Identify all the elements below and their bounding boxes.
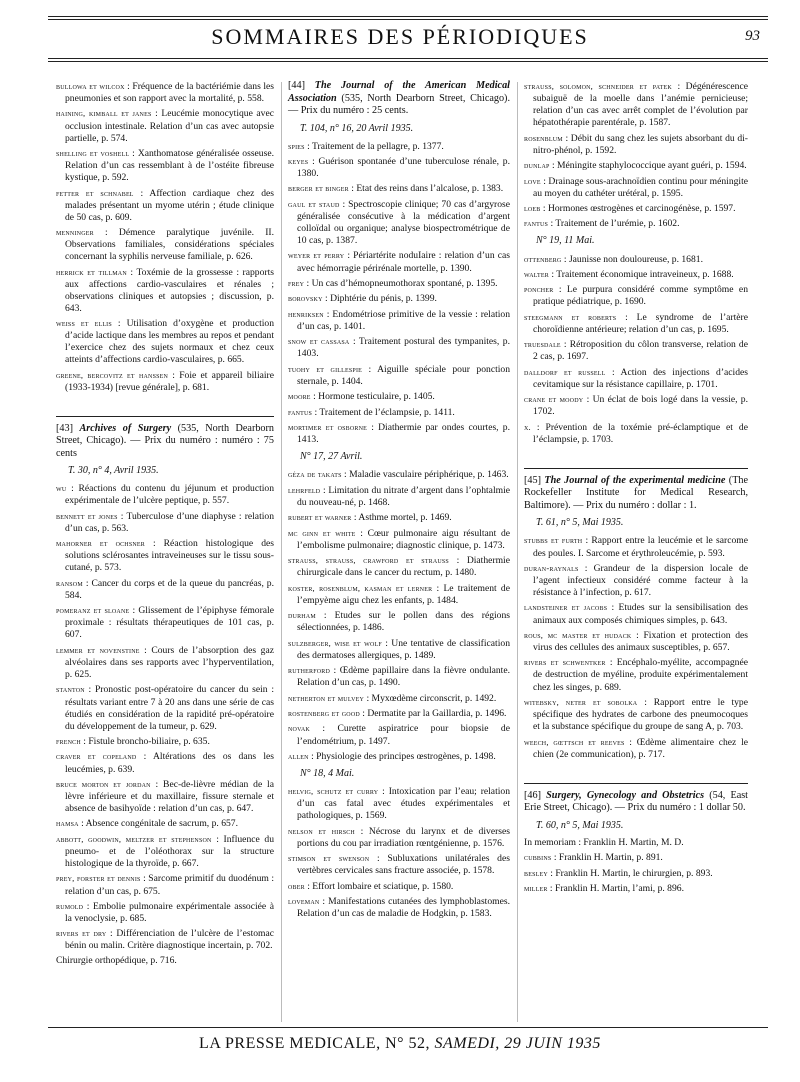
entry-title: Réactions du contenu du jéjunum et production expérimentale de l’ulcère peptique, p. 557. [65,483,274,507]
entry-authors: loeb [524,202,541,213]
entry-authors: wu [56,483,67,494]
header-rule-inner [48,61,768,62]
entry-authors: fetter et schnabel [56,187,134,198]
entry-title: Diathermie par ondes courtes, p. 1413. [297,422,510,446]
summary-entry: borovsky : Diphtérie du pénis, p. 1399. [288,293,437,305]
entry-title: Débit du sang chez les sujets absorbant du di-nitro-phénol, p. 1592. [533,132,749,156]
summary-entry: loveman : Manifestations cutanées des lymphoblastomes. Relation d’un cas de maladie de Hodgkin, p. 1583. [288,895,510,920]
entry-title: Œdème papillaire dans la fièvre ondulante. Relation d’un cas, p. 1490. [297,665,510,689]
issue-heading: T. 60, n° 5, Mai 1935. [536,819,624,831]
entry-title: Subluxations unilatérales des vertèbres cervicales sans fracture associée, p. 1578. [297,853,510,877]
entry-authors: fantus [288,406,313,417]
summary-entry: greene, bercovitz et hanssen : Foie et appareil biliaire (1933-1934) [revue générale], p. 681. [56,369,274,393]
entry-title: Glissement de l’épiphyse fémorale proximale : résultats thérapeutiques de 101 cas, p. 607. [65,605,274,641]
entry-title: Rapport entre le type spécifique des hydrates de carbone des pneumocoques et la substance spécifique du groupe de sang A, p. 703. [533,696,748,733]
entry-title: Maladie vasculaire périphérique, p. 1463. [349,469,509,481]
entry-authors: stubbs et furth [524,535,583,546]
summary-entry: allen : Physiologie des principes œstrogènes, p. 1498. [288,750,496,762]
entry-authors: mahorner et ochsner [56,538,145,549]
entry-authors: mc ginn et white [288,527,356,538]
entry-title: Physiologie des principes œstrogènes, p. 1498. [316,750,496,762]
entry-authors: rostenberg et good [288,708,360,719]
entry-title: Influence du pneumo- et de l’oléothorax sur la structure histologique de la thyroïde, p. 667. [65,833,274,870]
summary-entry: ottenberg : Jaunisse non douloureuse, p. 1681. [524,253,703,265]
entry-authors: bennett et jones [56,510,118,521]
entry-title: Cœur pulmonaire aigu résultant de l’embolisme pulmonaire; diagnostic clinique, p. 1473. [297,527,510,551]
entry-title: Traitement de la pellagre, p. 1377. [311,140,444,152]
entry-title: Diphtérie du pénis, p. 1399. [330,293,437,305]
entry-authors: koster, rosenblum, kasman et lerner [288,582,433,593]
journal-number: [44] [288,80,305,91]
entry-title: Cancer du corps et de la queue du pancréas, p. 584. [65,577,274,601]
summary-entry: sulzberger, wise et wolf : Une tentative de classification des dermatoses allergiques, p. 1489. [288,637,510,661]
entry-authors: rivers et schwentker [524,657,606,668]
entry-authors: strauss, strauss, crawford et strauss [288,555,449,566]
footer-journal: LA PRESSE MEDICALE, N° 52, [199,1035,431,1052]
summary-entry: stubbs et furth : Rapport entre la leucémie et le sarcome des poules. I. Sarcome et érythroleucémie, p. 593. [524,535,748,559]
entry-title: Sarcome primitif du duodénum : relation d’un cas, p. 675. [65,873,275,897]
entry-authors: allen [288,750,309,761]
summary-entry: haining, kimball et janes : Leucémie monocytique avec occlusion intestinale. Relation d’un cas avec autopsie partielle, p. 574. [56,108,274,144]
entry-title: Limitation du nitrate d’argent dans l’ophtalmie du nouveau-né, p. 1468. [297,484,510,508]
header-rule [48,58,768,59]
entry-title: Franklin H. Martin, le chirurgien, p. 893. [555,867,713,879]
entry-title: Le syndrome de l’artère choroïdienne antérieure; relation d’un cas, p. 1695. [533,311,748,335]
entry-authors: weech, gœttsch et reeves [524,736,625,747]
entry-authors: menninger [56,227,94,238]
entry-title: Toxémie de la grossesse : rapports aux affections cardio-vasculaires et rénales ; observations cliniques et autopsies ; discussion, p. 643. [65,266,274,314]
journal-info: (535, North Dearborn Street, Chicago). — Prix du numéro : 25 cents. [288,92,511,116]
entry-title: Spectroscopie clinique; 70 cas d’argyrose généralisée consécutive à la médication d’argent colloïdal ou organique; analyse biospectrométrique de 10 cas, p. 1387. [297,198,510,247]
entry-authors: lehrfeld [288,484,321,495]
entry-authors: hamsa [56,818,79,829]
summary-entry [56,955,274,967]
journal-title: The Journal of the experimental medicine [544,474,726,486]
summary-entry: strauss, solomon, schneider et patek : Dégénérescence subaiguë de la moelle dans l’anémie pernicieuse; relation d’un cas avec arrêt complet de l’évolution par hépatothérapie parentérale, p. 1587. [524,81,748,129]
summary-entry: rumold : Embolie pulmonaire expérimentale associée à la venoclysie, p. 685. [56,900,274,924]
entry-authors: herrick et tillman [56,266,127,277]
summary-entry: lemmer et novenstine : Cours de l’absorption des gaz alvéolaires dans ses rapports avec l’hyperventilation, p. 625. [56,644,274,681]
summary-entry: truesdale : Rétroposition du côlon transverse, relation de 2 cas, p. 1697. [524,339,748,363]
entry-title: Différenciation de l’ulcère de l’estomac bénin ou malin. Critère diagnostique incertain, p. 702. [65,928,275,952]
summary-entry: abbott, goodwin, meltzer et stephenson : Influence du pneumo- et de l’oléothorax sur la structure histologique de la thyroïde, p. 667. [56,833,274,870]
entry-authors: greene, bercovitz et hanssen [56,369,169,380]
entry-title: Une tentative de classification des dermatoses allergiques, p. 1489. [297,637,510,661]
entry-title: Cours de l’absorption des gaz alvéolaires dans ses rapports avec l’hyperventilation, p. 625. [65,644,274,681]
summary-entry: novak : Curette aspiratrice pour biopsie de l’endométrium, p. 1497. [288,723,510,747]
journal-number: [43] [56,422,73,434]
summary-entry: herrick et tillman : Toxémie de la grossesse : rapports aux affections cardio-vasculaires et rénales ; observations cliniques et autopsies ; discussion, p. 643. [56,266,274,314]
entry-title: Rapport entre la leucémie et le sarcome des poules. I. Sarcome et érythroleucémie, p. 593. [533,535,748,559]
entry-title: Hormones œstrogènes et carcinogénèse, p. 1597. [547,202,736,214]
column-middle [288,80,510,922]
summary-entry: weiss et ellis : Utilisation d’oxygène et production d’acide lactique dans les membres au repos et pendant l’exercice chez des sujets normaux et chez ceux atteints d’affections cardio-vasculaires, p. 665. [56,318,275,366]
top-rule-inner [48,19,768,20]
entry-authors: haining, kimball et janes [56,108,152,119]
entry-title: Rétroposition du côlon transverse, relation de 2 cas, p. 1697. [533,339,748,363]
summary-entry: berger et binger : Etat des reins dans l’alcalose, p. 1383. [288,183,504,195]
summary-entry: cubbins : Franklin H. Martin, p. 891. [524,852,663,864]
entry-title: Jaunisse non douloureuse, p. 1681. [568,253,703,265]
entry-authors: nelson et hirsch [288,825,355,836]
entry-title: Aiguille spéciale pour ponction sternale, p. 1404. [297,363,511,387]
journal-number: [45] [524,474,541,486]
entry-title: Méningite staphylococcique ayant guéri, p. 1594. [557,160,747,172]
summary-entry: rostenberg et good : Dermatite par la Gaillardia, p. 1496. [288,708,507,720]
issue-heading: T. 104, n° 16, 20 Avril 1935. [300,122,414,134]
entry-authors: snow et cassasa [288,336,350,347]
entry-authors: fantus [524,218,549,229]
entry-authors: durham [288,610,316,621]
entry-title: Effort lombaire et sciatique, p. 1580. [312,880,454,892]
entry-authors: spies [288,140,305,151]
entry-authors: walter [524,268,549,279]
entry-title: Xanthomatose généralisée osseuse. Relation d’un cas ressemblant à de l’ostéite fibreuse kystique, p. 592. [65,148,274,184]
journal-heading [56,416,274,461]
entry-title: Grandeur de la dispersion locale de l’agent infectieux considéré comme facteur à la résistance à l’infection, p. 617. [533,562,749,599]
entry-title: Etudes sur le pollen dans des régions sélectionnées, p. 1486. [297,610,511,634]
entry-title: Traitement postural des tympanites, p. 1403. [297,336,510,360]
top-rule [48,16,768,17]
footer-date: SAMEDI, 29 JUIN 1935 [434,1035,601,1052]
summary-entry: poncher : Le purpura considéré comme symptôme en pratique pédiatrique, p. 1690. [524,284,748,308]
entry-title: Curette aspiratrice pour biopsie de l’endométrium, p. 1497. [297,723,510,747]
issue-heading: T. 61, n° 5, Mai 1935. [536,517,624,529]
entry-authors: netherton et mulvey [288,692,365,703]
summary-entry: keyes : Guérison spontanée d’une tuberculose rénale, p. 1380. [288,155,510,180]
issue-heading: T. 30, n° 4, Avril 1935. [68,465,159,477]
entry-title: Franklin H. Martin, l’ami, p. 896. [555,882,684,894]
entry-authors: miller [524,882,548,893]
summary-entry: besley : Franklin H. Martin, le chirurgien, p. 893. [524,867,713,879]
summary-entry: mc ginn et white : Cœur pulmonaire aigu résultant de l’embolisme pulmonaire; diagnostic clinique, p. 1473. [288,527,510,551]
journal-info: (535, North Dearborn Street, Chicago). — Prix du numéro : numéro : 75 cents [56,422,275,459]
journal-number: [46] [524,789,541,801]
journal-heading [524,468,748,513]
summary-entry: lehrfeld : Limitation du nitrate d’argent dans l’ophtalmie du nouveau-né, p. 1468. [288,484,510,508]
summary-entry: walter : Traitement économique intraveineux, p. 1688. [524,268,734,280]
summary-entry: stanton : Pronostic post-opératoire du cancer du sein : résultats variant entre 7 à 20 ans dans une série de cas étudiés en considération de la rapidité pré-opératoire du développement de la tumeur, p. 629. [56,684,274,732]
summary-entry: gaul et staud : Spectroscopie clinique; 70 cas d’argyrose généralisée consécutive à la médication d’argent colloïdal ou organique; analyse biospectrométrique de 10 cas, p. 1387. [288,198,510,247]
entry-title: Endométriose primitive de la vessie : relation d’un cas, p. 1401. [297,308,510,332]
summary-entry: nelson et hirsch : Nécrose du larynx et de diverses portions du cou par irradiation rœntgénienne, p. 1576. [288,825,510,849]
issue-heading: N° 17, 27 Avril. [300,451,363,463]
entry-authors: gaul et staud [288,198,340,209]
summary-entry: strauss, strauss, crawford et strauss : Diathermie chirurgicale dans le cancer du rectum, p. 1480. [288,555,510,579]
entry-title: Réaction histologique des solutions sclérosantes intraveineuses sur le tissu sous-cutané, p. 573. [65,538,274,574]
entry-title: Œdème alimentaire chez le chien (2e communication), p. 717. [533,736,748,760]
entry-title: Manifestations cutanées des lymphoblastomes. Relation d’un cas de maladie de Hodgkin, p. 1583. [297,895,510,920]
entry-authors: stanton [56,684,85,695]
entry-title: Franklin H. Martin, p. 891. [558,852,663,864]
summary-entry: fantus : Traitement de l’urémie, p. 1602. [524,218,680,230]
entry-title: Traitement de l’urémie, p. 1602. [555,218,680,230]
summary-entry: weyer et perry : Périartérite noduIaire : relation d’un cas avec hémorragie périrénale mortelle, p. 1390. [288,250,511,274]
entry-authors: loveman [288,895,320,906]
summary-entry: koster, rosenblum, kasman et lerner : Le traitement de l’empyème aigu chez les enfants, p. 1484. [288,582,510,606]
summary-entry: rivers et schwentker : Encéphalo-myélite, accompagnée de destruction de myéline, produite expérimentalement chez les singes, p. 689. [524,657,748,693]
journal-heading [288,80,510,118]
entry-title: Diathermie chirurgicale dans le cancer du rectum, p. 1480. [297,555,510,579]
entry-title: Encéphalo-myélite, accompagnée de destruction de myéline, produite expérimentalement chez les singes, p. 689. [533,657,748,693]
entry-title: Altérations des os dans les leucémies, p. 639. [65,751,275,775]
entry-title: Le traitement de l’empyème aigu chez les enfants, p. 1484. [297,582,510,606]
summary-entry: rutherford : Œdème papillaire dans la fièvre ondulante. Relation d’un cas, p. 1490. [288,665,510,689]
entry-title: Action des injections d’acides cevitamique sur la résistance capillaire, p. 1701. [533,366,749,390]
entry-title: Etat des reins dans l’alcalose, p. 1383. [356,183,504,195]
entry-authors: weiss et ellis [56,318,112,329]
entry-title: Foie et appareil biliaire (1933-1934) [revue générale], p. 681. [65,369,274,393]
entry-authors: landsteiner et jacobs [524,602,608,613]
entry-authors: géza de takats [288,469,342,480]
page-number: 93 [745,28,760,44]
entry-authors: besley [524,867,548,878]
entry-title: Traitement de l’éclampsie, p. 1411. [319,406,455,418]
summary-entry: mortimer et osborne : Diathermie par ondes courtes, p. 1413. [288,422,510,446]
entry-title: Nécrose du larynx et de diverses portions du cou par irradiation rœntgénienne, p. 1576. [297,825,510,849]
entry-authors: ottenberg [524,253,562,264]
journal-title: The Journal of the American Medical Association [288,80,511,104]
summary-entry: wu : Réactions du contenu du jéjunum et production expérimentale de l’ulcère peptique, p. 557. [56,483,274,507]
summary-entry: helvig, schutz et curry : Intoxication par l’eau; relation d’un cas fatal avec études expérimentales et pathologiques, p. 1569. [288,786,510,822]
footer [0,1035,800,1053]
journal-heading [524,783,748,815]
entry-authors: duran-raynals [524,562,579,573]
summary-entry: hamsa : Absence congénitale de sacrum, p. 657. [56,818,238,830]
summary-entry: spies : Traitement de la pellagre, p. 1377. [288,140,444,152]
entry-authors: poncher [524,284,554,295]
summary-entry: géza de takats : Maladie vasculaire périphérique, p. 1463. [288,469,509,481]
entry-authors: abbott, goodwin, meltzer et stephenson [56,833,212,844]
column-divider [281,82,282,1022]
summary-entry: craver et copeland : Altérations des os dans les leucémies, p. 639. [56,751,275,775]
entry-authors: bullowa et wilcox [56,81,125,91]
entry-authors: novak [288,723,310,734]
column-left [56,80,274,969]
entry-authors: witebsky, neter et sobolka [524,696,638,707]
entry-title: Absence congénitale de sacrum, p. 657. [85,818,238,830]
entry-authors: helvig, schutz et curry [288,786,379,797]
summary-entry: french : Fistule broncho-biliaire, p. 635. [56,736,210,748]
summary-entry: steegmann et roberts : Le syndrome de l’artère choroïdienne antérieure; relation d’un cas, p. 1695. [524,311,748,335]
summary-entry: bennett et jones : Tuberculose d’une diaphyse : relation d’un cas, p. 563. [56,510,274,534]
entry-authors: bruce morton et jordan [56,778,151,789]
journal-info: (The Rockefeller Institute for Medical Research, Baltimore). — Prix du numéro : dollar : 1. [524,474,749,511]
summary-entry: menninger : Démence paralytique juvénile. II. Observations familiales, considérations spéciales concernant la syphilis nerveuse familiale, p. 626. [56,227,274,263]
entry-title: Chirurgie orthopédique, p. 716. [56,954,177,966]
entry-authors: stimson et swenson [288,853,370,864]
summary-entry: durham : Etudes sur le pollen dans des régions sélectionnées, p. 1486. [288,610,511,634]
entry-title: Traitement économique intraveineux, p. 1688. [556,268,734,280]
summary-entry: pomeranz et sloane : Glissement de l’épiphyse fémorale proximale : résultats thérapeutiques de 101 cas, p. 607. [56,605,274,641]
entry-title: Asthme mortel, p. 1469. [358,512,452,524]
summary-entry: weech, gœttsch et reeves : Œdème alimentaire chez le chien (2e communication), p. 717. [524,736,748,760]
entry-authors: steegmann et roberts [524,311,617,322]
entry-authors: dunlap [524,160,550,171]
entry-title: Drainage sous-arachnoïdien continu pour méningite au moyen du cathéter urétéral, p. 1595. [533,175,749,199]
entry-authors: ransom [56,577,83,588]
entry-authors: strauss, solomon, schneider et patek [524,81,672,91]
entry-title: Utilisation d’oxygène et production d’acide lactique dans les membres au repos et pendant l’exercice chez des sujets normaux et chez ceux atteints d’affections cardio-vasculaires, p. 665. [65,318,275,366]
entry-authors: craver et copeland [56,751,137,762]
journal-title: Archives of Surgery [79,422,172,434]
entry-title: Un cas d’hémopneumothorax spontané, p. 1395. [311,277,498,289]
summary-entry: netherton et mulvey : Myxœdème circonscrit, p. 1492. [288,692,497,704]
entry-authors: rumold [56,900,84,911]
entry-authors: mortimer et osborne [288,422,368,433]
entry-title: Tuberculose d’une diaphyse : relation d’un cas, p. 563. [65,510,274,534]
summary-entry: tuohy et gillespie : Aiguille spéciale pour ponction sternale, p. 1404. [288,363,511,387]
entry-authors: weyer et perry [288,250,345,261]
summary-entry: bullowa et wilcox : Fréquence de la bactériémie dans les pneumonies et son rapport avec la mortalité, p. 558. [56,81,274,105]
summary-entry: miller : Franklin H. Martin, l’ami, p. 896. [524,882,684,894]
page-title: SOMMAIRES DES PÉRIODIQUES [211,24,589,49]
issue-heading: N° 18, 4 Mai. [300,767,355,779]
summary-entry [524,837,748,849]
entry-authors: lemmer et novenstine [56,644,140,655]
entry-title: Un éclat de bois logé dans la vessie, p. 1702. [533,394,748,418]
entry-authors: moore [288,391,311,402]
entry-authors: dalldorf et russell [524,366,606,377]
summary-entry: dalldorf et russell : Action des injections d’acides cevitamique sur la résistance capillaire, p. 1701. [524,366,749,390]
entry-title: Hormone testiculaire, p. 1405. [318,391,435,403]
summary-entry: rivers et dry : Différenciation de l’ulcère de l’estomac bénin ou malin. Critère diagnostique incertain, p. 702. [56,928,275,952]
summary-entry: rous, mc master et hudack : Fixation et protection des virus des cellules des animaux susceptibles, p. 657. [524,629,748,653]
entry-authors: pomeranz et sloane [56,605,130,616]
summary-entry: rubert et warner : Asthme mortel, p. 1469. [288,512,452,524]
summary-entry: stimson et swenson : Subluxations unilatérales des vertèbres cervicales sans fracture associée, p. 1578. [288,853,510,877]
entry-authors: rutherford [288,665,331,676]
entry-title: Le purpura considéré comme symptôme en pratique pédiatrique, p. 1690. [533,284,748,308]
summary-entry: fantus : Traitement de l’éclampsie, p. 1411. [288,406,455,418]
summary-entry: x. : Prévention de la toxémie pré-éclamptique et de l’éclampsie, p. 1703. [524,421,748,445]
summary-entry: frey : Un cas d’hémopneumothorax spontané, p. 1395. [288,277,498,289]
summary-entry: loeb : Hormones œstrogènes et carcinogénèse, p. 1597. [524,202,736,214]
summary-entry: ober : Effort lombaire et sciatique, p. 1580. [288,880,454,892]
entry-title: Fistule broncho-biliaire, p. 635. [88,736,210,748]
summary-entry: henriksen : Endométriose primitive de la vessie : relation d’un cas, p. 1401. [288,308,510,332]
summary-entry: duran-raynals : Grandeur de la dispersion locale de l’agent infectieux considéré comme facteur à la résistance à l’infection, p. 617. [524,562,749,599]
entry-authors: frey [288,277,305,288]
entry-authors: cubbins [524,852,552,863]
entry-authors: shelling et voshell [56,148,130,159]
summary-entry: love : Drainage sous-arachnoïdien continu pour méningite au moyen du cathéter urétéral, p. 1595. [524,175,749,199]
issue-heading: N° 19, 11 Mai. [536,235,595,247]
entry-authors: ober [288,880,305,891]
entry-title: Périartérite noduIaire : relation d’un cas avec hémorragie périrénale mortelle, p. 1390. [297,250,511,274]
summary-entry: crane et moody : Un éclat de bois logé dans la vessie, p. 1702. [524,394,748,418]
entry-title: Dégénérescence subaiguë de la moelle dans l’anémie pernicieuse; relation d’un cas avec arrêt complet de l’évolution par hépatothérapie parentérale, p. 1587. [533,81,748,129]
entry-authors: truesdale [524,339,561,350]
entry-title: In memoriam : Franklin H. Martin, M. D. [524,836,684,848]
entry-authors: love [524,175,541,186]
entry-title: Leucémie monocytique avec occlusion intestinale. Relation d’un cas avec autopsie partielle, p. 574. [65,108,274,144]
summary-entry: fetter et schnabel : Affection cardiaque chez des malades présentant un myome utérin ; étude clinique de 50 cas, p. 609. [56,187,274,223]
entry-authors: berger et binger [288,183,349,194]
entry-title: Affection cardiaque chez des malades présentant un myome utérin ; étude clinique de 50 cas, p. 609. [65,187,274,223]
entry-title: Démence paralytique juvénile. II. Observations familiales, considérations spéciales concernant la syphilis nerveuse familiale, p. 626. [65,227,274,263]
summary-entry: ransom : Cancer du corps et de la queue du pancréas, p. 584. [56,577,274,601]
entry-title: Prévention de la toxémie pré-éclamptique et de l’éclampsie, p. 1703. [533,421,748,445]
summary-entry: rosenblum : Débit du sang chez les sujets absorbant du di-nitro-phénol, p. 1592. [524,132,749,156]
entry-authors: crane et moody [524,394,584,405]
entry-authors: french [56,736,81,747]
summary-entry: dunlap : Méningite staphylococcique ayant guéri, p. 1594. [524,160,747,172]
summary-entry: shelling et voshell : Xanthomatose généralisée osseuse. Relation d’un cas ressemblant à de l’ostéite fibreuse kystique, p. 592. [56,148,274,184]
journal-title: Surgery, Gynecology and Obstetrics [546,789,705,801]
entry-authors: borovsky [288,293,323,304]
entry-title: Pronostic post-opératoire du cancer du sein : résultats variant entre 7 à 20 ans dans une série de cas étudiés en considération de la rapidité pré-opératoire du développement de la tumeur, p. 629. [65,684,274,732]
journal-info: (54, East Erie Street, Chicago). — Prix du numéro : 1 dollar 50. [524,789,749,814]
summary-entry: mahorner et ochsner : Réaction histologique des solutions sclérosantes intraveineuses sur le tissu sous-cutané, p. 573. [56,538,274,574]
footer-rule [48,1027,768,1028]
entry-authors: keyes [288,155,309,166]
entry-title: Embolie pulmonaire expérimentale associée à la venoclysie, p. 685. [65,900,274,924]
entry-title: Etudes sur la sensibilisation des animaux aux composés chimiques simples, p. 643. [533,602,749,626]
entry-authors: rosenblum [524,132,563,143]
summary-entry: landsteiner et jacobs : Etudes sur la sensibilisation des animaux aux composés chimiques simples, p. 643. [524,602,749,626]
entry-authors: sulzberger, wise et wolf [288,637,382,648]
entry-title: Myxœdème circonscrit, p. 1492. [371,692,497,704]
summary-entry: bruce morton et jordan : Bec-de-lièvre médian de la lèvre inférieure et du maxillaire, fissure sternale et absence de basihyoïde : relation d’un cas, p. 647. [56,778,274,815]
summary-entry: moore : Hormone testiculaire, p. 1405. [288,391,435,403]
entry-title: Guérison spontanée d’une tuberculose rénale, p. 1380. [297,155,510,180]
summary-entry: prey, forster et dennis : Sarcome primitif du duodénum : relation d’un cas, p. 675. [56,873,275,897]
entry-title: Fréquence de la bactériémie dans les pneumonies et son rapport avec la mortalité, p. 558. [65,81,274,105]
column-right [524,80,748,897]
entry-title: Fixation et protection des virus des cellules des animaux susceptibles, p. 657. [533,629,748,653]
entry-title: Dermatite par la Gaillardia, p. 1496. [367,708,507,720]
entry-authors: rous, mc master et hudack [524,629,632,640]
entry-authors: henriksen [288,308,324,319]
column-divider [517,82,518,1022]
summary-entry: witebsky, neter et sobolka : Rapport entre le type spécifique des hydrates de carbone des pneumocoques et la substance spécifique du groupe de sang A, p. 703. [524,696,748,733]
entry-title: Intoxication par l’eau; relation d’un cas fatal avec études expérimentales et pathologiques, p. 1569. [297,786,510,822]
entry-authors: tuohy et gillespie [288,363,363,374]
entry-title: Bec-de-lièvre médian de la lèvre inférieure et du maxillaire, fissure sternale et absence de basihyoïde : relation d’un cas, p. 647. [65,778,274,815]
summary-entry: snow et cassasa : Traitement postural des tympanites, p. 1403. [288,336,510,360]
entry-authors: rubert et warner [288,512,352,523]
entry-authors: prey, forster et dennis [56,873,141,884]
entry-authors: rivers et dry [56,928,107,939]
entry-authors: x. [524,421,531,432]
